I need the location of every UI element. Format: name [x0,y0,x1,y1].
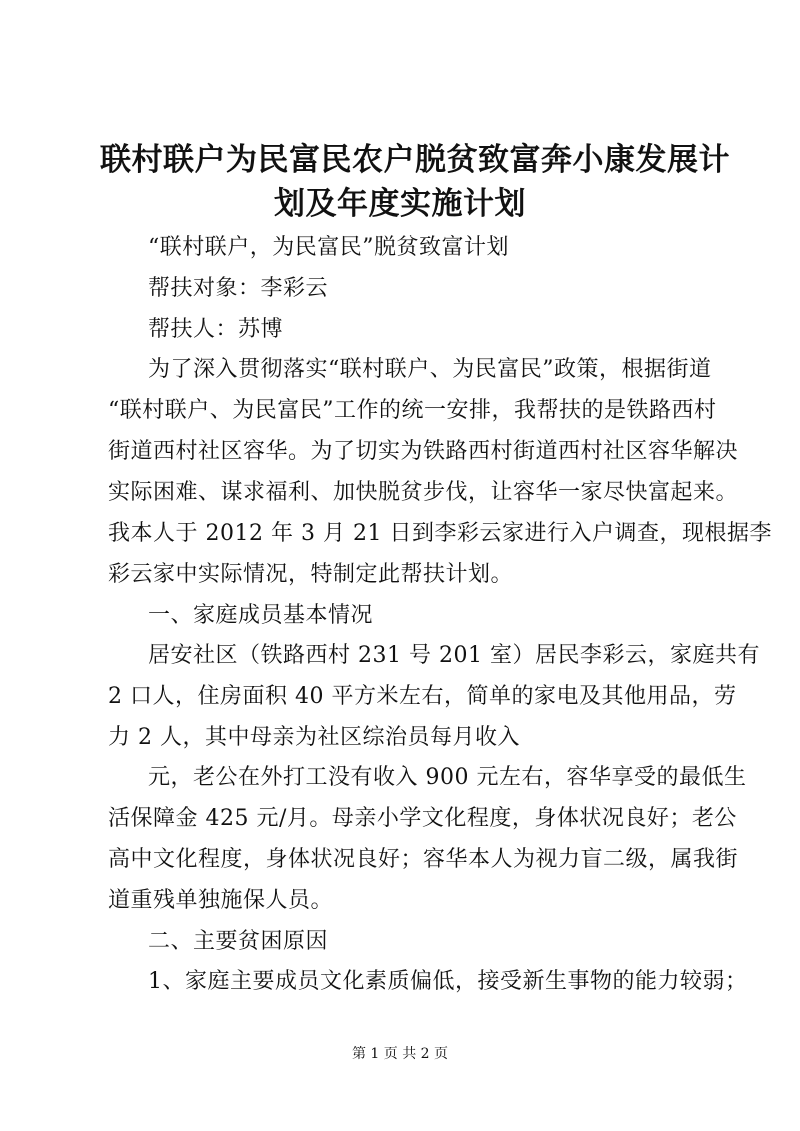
body-line: 彩云家中实际情况，特制定此帮扶计划。 [108,562,514,587]
section-heading-1: 一、家庭成员基本情况 [148,603,374,628]
body-line: 1、家庭主要成员文化素质偏低，接受新生事物的能力较弱； [148,969,748,994]
body-line: 元，老公在外打工没有收入 900 元左右，容华享受的最低生 [148,765,747,790]
body-line: 高中文化程度，身体状况良好；容华本人为视力盲二级，属我街 [108,847,739,872]
document-title-line-1: 联村联户为民富民农户脱贫致富奔小康发展计 [100,142,730,178]
body-line: 力 2 人，其中母亲为社区综治员每月收入 [108,725,520,750]
body-line: 居安社区（铁路西村 231 号 201 室）居民李彩云，家庭共有 [148,643,760,668]
aid-helper: 帮扶人：苏博 [148,317,284,342]
document-title-line-2: 划及年度实施计划 [274,186,526,222]
body-line: 实际困难、谋求福利、加快脱贫步伐，让容华一家尽快富起来。 [108,480,739,505]
plan-subtitle: “联村联户，为民富民”脱贫致富计划 [148,235,509,260]
body-line: 我本人于 2012 年 3 月 21 日到李彩云家进行入户调查，现根据李 [108,521,772,546]
body-line: 2 口人，住房面积 40 平方米左右，简单的家电及其他用品，劳 [108,684,737,709]
body-line: 道重残单独施保人员。 [108,888,334,913]
body-line: 活保障金 425 元/月。母亲小学文化程度，身体状况良好；老公 [108,806,737,831]
body-line: “联村联户、为民富民”工作的统一安排，我帮扶的是铁路西村 [108,398,717,423]
aid-target: 帮扶对象：李彩云 [148,276,329,301]
body-line: 为了深入贯彻落实“联村联户、为民富民”政策，根据街道 [148,357,712,382]
body-line: 街道西村社区容华。为了切实为铁路西村街道西村社区容华解决 [108,439,739,464]
section-heading-2: 二、主要贫困原因 [148,929,329,954]
page-footer: 第 1 页 共 2 页 [351,1046,449,1062]
